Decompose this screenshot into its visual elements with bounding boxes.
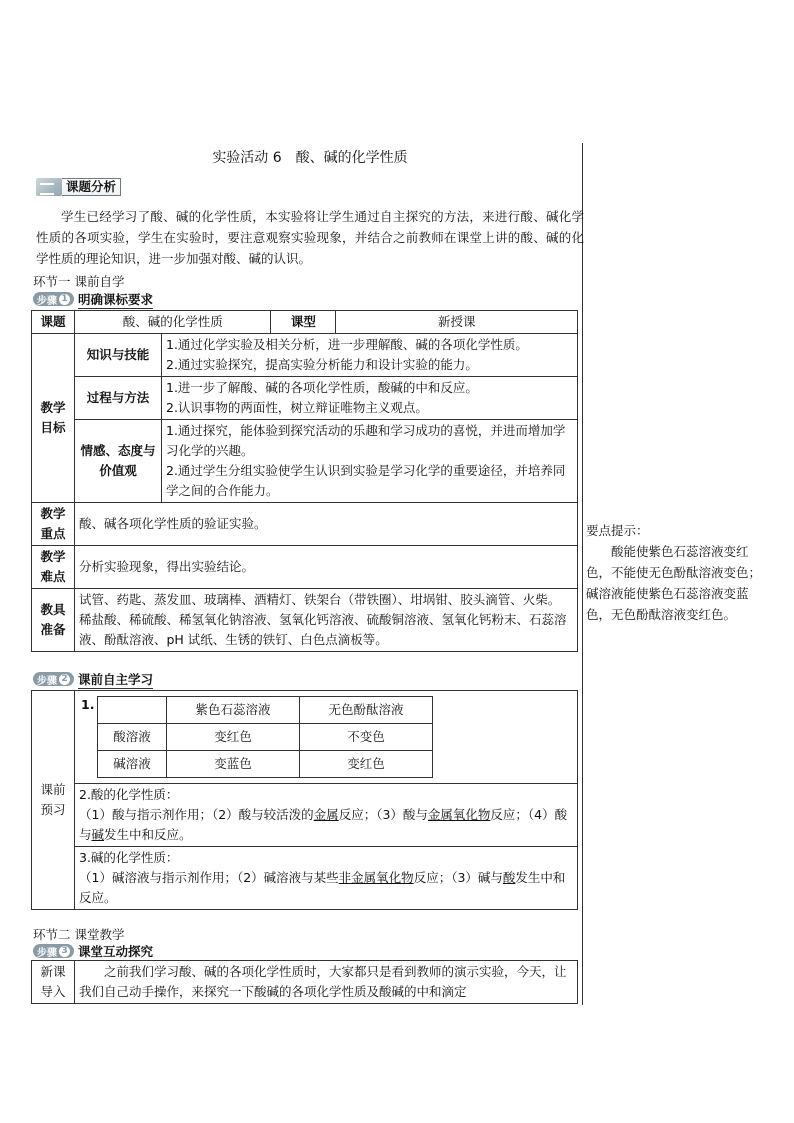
goal-line: 2.认识事物的两面性，树立辩证唯物主义观点。 [166, 400, 428, 415]
step-pill [33, 292, 74, 306]
difficulty-value: 分析实验现象，得出实验结论。 [75, 546, 578, 589]
key-value: 酸、碱各项化学性质的验证实验。 [75, 503, 578, 546]
step-2-header [33, 671, 153, 687]
indicator-row-label: 碱溶液 [98, 751, 167, 778]
tools-label: 教具准备 [32, 589, 75, 652]
intro-paragraph: 学生已经学习了酸、碱的化学性质，本实验将让学生通过自主探究的方法，来进行酸、碱化学性质的各项实验，学生在实验时，要注意观察实验现象，并结合之前教师在课堂上讲的酸、碱的化学性质的理论知识，进一步加强对酸、碱的认识。 [36, 209, 584, 266]
step-number: 3 [59, 946, 70, 957]
lesson-table [31, 960, 578, 1004]
q3-text: 发生中和反应。 [79, 870, 566, 905]
q2-answer: 金属氧化物 [427, 807, 491, 822]
tools-value [75, 589, 578, 652]
q3-text: （1）碱溶液与指示剂作用；（2）碱溶液与某些 [79, 870, 339, 885]
tips-heading: 要点提示： [586, 523, 649, 538]
goal-sub-attitude: 情感、态度与价值观 [75, 420, 162, 503]
section-heading-2: 环节二 课堂教学 [33, 927, 125, 942]
q1-cell [75, 691, 578, 784]
indicator-row-label: 酸溶液 [98, 724, 167, 751]
goal-lines-process [162, 377, 578, 420]
indicator-cell: 变红色 [167, 724, 300, 751]
preview-table [31, 690, 578, 910]
goals-label: 教学目标 [32, 334, 75, 503]
tips-body: 酸能使紫色石蕊溶液变红色，不能使无色酚酞溶液变色；碱溶液能使紫色石蕊溶液变蓝色，无色酚酞溶液变红色。 [586, 544, 762, 622]
difficulty-label: 教学难点 [32, 546, 75, 589]
tools-line: 稀盐酸、稀硫酸、稀氢氧化钠溶液、氢氧化钙溶液、硫酸铜溶液、氢氧化钙粉末、石蕊溶液、酚酞溶液、pH 试纸、生锈的铁钉、白色点滴板等。 [79, 612, 567, 647]
q2-title: 2.酸的化学性质： [79, 787, 179, 802]
key-tips-sidebar [586, 520, 766, 625]
goal-line: 2.通过学生分组实验使学生认识到实验是学习化学的重要途径，并培养同学之间的合作能力。 [166, 463, 566, 498]
q3-cell [75, 847, 578, 910]
q1-number: 1. [81, 697, 95, 712]
q3-text: 反应；（3）碱与 [413, 870, 503, 885]
section-heading-1: 环节一 课前自学 [33, 274, 125, 289]
goal-lines-knowledge [162, 334, 578, 377]
key-label: 教学重点 [32, 503, 75, 546]
topic-label: 课题 [32, 311, 75, 334]
indicator-cell: 不变色 [300, 724, 433, 751]
step-pill-text: 步骤 [37, 947, 57, 959]
preview-label: 课前预习 [32, 691, 75, 910]
indicator-cell: 变红色 [300, 751, 433, 778]
q3-title: 3.碱的化学性质： [79, 850, 179, 865]
q2-text: 反应；（3）酸与 [338, 807, 428, 822]
indicator-table [97, 696, 433, 778]
step-pill [33, 944, 74, 958]
goal-line: 1.通过探究，能体验到探究活动的乐趣和学习成功的喜悦，并进而增加学习化学的兴趣。 [166, 423, 566, 458]
q2-text: 发生中和反应。 [104, 827, 192, 842]
step-3-header [33, 943, 153, 959]
badge-icon [36, 178, 62, 196]
goal-sub-knowledge: 知识与技能 [75, 334, 162, 377]
step-title: 课前自主学习 [78, 671, 154, 687]
section-badge [36, 178, 121, 196]
step-number: 2 [59, 674, 70, 685]
indicator-cell: 变蓝色 [167, 751, 300, 778]
goal-lines-attitude [162, 420, 578, 503]
q2-text: （1）酸与指示剂作用；（2）酸与较活泼的 [79, 807, 314, 822]
tools-line: 试管、药匙、蒸发皿、玻璃棒、酒精灯、铁架台（带铁圈）、坩埚钳、胶头滴管、火柴。 [79, 592, 561, 607]
badge-label: 课题分析 [62, 178, 121, 196]
intro-label: 新课导入 [32, 961, 75, 1004]
indicator-header: 无色酚酞溶液 [300, 697, 433, 724]
indicator-header-empty [98, 697, 167, 724]
indicator-header: 紫色石蕊溶液 [167, 697, 300, 724]
goal-sub-process: 过程与方法 [75, 377, 162, 420]
type-value: 新授课 [336, 311, 578, 334]
q3-answer: 酸 [502, 870, 516, 885]
goal-line: 1.通过化学实验及相关分析，进一步理解酸、碱的各项化学性质。 [166, 337, 528, 352]
goal-line: 1.进一步了解酸、碱的各项化学性质，酸碱的中和反应。 [166, 380, 478, 395]
step-pill-text: 步骤 [37, 675, 57, 687]
margin-divider [582, 143, 583, 1005]
step-pill-text: 步骤 [37, 295, 57, 307]
step-number: 1 [59, 294, 70, 305]
intro-text: 之前我们学习酸、碱的各项化学性质时，大家都只是看到教师的演示实验，今天，让我们自己动手操作，来探究一下酸碱的各项化学性质及酸碱的中和滴定 [75, 961, 578, 1004]
topic-value: 酸、碱的化学性质 [75, 311, 271, 334]
q2-answer: 金属 [313, 807, 339, 822]
page-title: 实验活动 6 酸、碱的化学性质 [212, 150, 408, 166]
q3-body [79, 868, 573, 908]
q3-answer: 非金属氧化物 [338, 870, 414, 885]
step-pill [33, 672, 74, 686]
step-title: 明确课标要求 [78, 291, 154, 307]
goal-line: 2.通过实验探究，提高实验分析能力和设计实验的能力。 [166, 357, 478, 372]
q2-cell [75, 784, 578, 847]
q2-answer: 碱 [91, 827, 105, 842]
type-label: 课型 [271, 311, 336, 334]
step-1-header [33, 291, 153, 307]
curriculum-table [31, 310, 578, 652]
q2-text: 反应；（4）酸与 [79, 807, 568, 842]
q2-body [79, 805, 573, 845]
step-title: 课堂互动探究 [78, 943, 154, 959]
